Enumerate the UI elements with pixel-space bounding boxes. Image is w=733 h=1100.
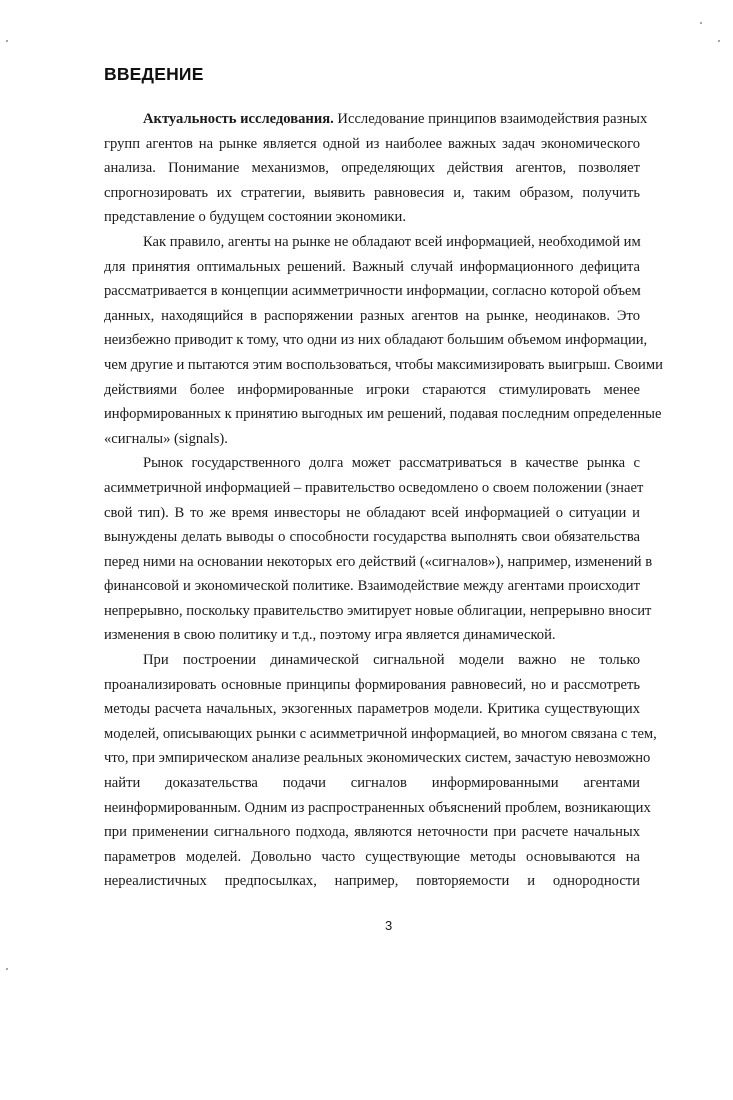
text-line xyxy=(104,722,657,747)
line-text: нереалистичных предпосылках, например, повторяемости и однородности xyxy=(104,873,640,890)
text-line xyxy=(104,132,640,157)
line-text: Исследование принципов взаимодействия разных xyxy=(333,111,648,127)
line-text: для принятия оптимальных решений. Важный случай информационного дефицита xyxy=(104,258,640,275)
scan-speck xyxy=(718,40,720,42)
line-text: найти доказательства подачи сигналов информированными агентами xyxy=(104,775,640,792)
text-line xyxy=(104,673,640,698)
line-text: групп агентов на рынке является одной из наиболее важных задач экономического xyxy=(104,135,640,152)
line-text: при применении сигнального подхода, являются неточности при расчете начальных xyxy=(104,824,640,841)
line-text: моделей, описывающих рынки с асимметричной информацией, во многом связана с тем, xyxy=(104,725,657,742)
line-text: неинформированным. Одним из распространенных объяснений проблем, возникающих xyxy=(104,799,651,816)
line-text: изменения в свою политику и т.д., поэтому игра является динамической. xyxy=(104,627,556,644)
text-line xyxy=(104,796,651,821)
paragraph xyxy=(104,451,653,648)
text-line xyxy=(104,402,662,427)
line-text: «сигналы» (signals). xyxy=(104,430,228,447)
text-line xyxy=(104,574,640,599)
text-line xyxy=(104,107,648,132)
line-text: параметров моделей. Довольно часто существующие методы основываются на xyxy=(104,848,640,865)
text-line xyxy=(104,451,640,476)
text-line xyxy=(104,353,663,378)
text-line xyxy=(104,697,640,722)
document-body xyxy=(104,107,663,894)
text-line xyxy=(104,328,648,353)
text-line xyxy=(104,230,640,255)
line-text: асимметричной информацией – правительство осведомлено о своем положении (знает xyxy=(104,479,644,496)
text-line xyxy=(104,205,640,230)
text-line xyxy=(104,255,640,280)
line-text: свой тип). В то же время инвесторы не обладают всей информацией о ситуации и xyxy=(104,504,640,521)
paragraph xyxy=(104,107,648,230)
line-text: вынуждены делать выводы о способности государства выполнять свои обязательства xyxy=(104,529,640,546)
text-line xyxy=(104,181,640,206)
text-line xyxy=(104,501,640,526)
scan-speck xyxy=(700,22,702,24)
line-text: Как правило, агенты на рынке не обладают всей информацией, необходимой им xyxy=(143,233,641,250)
paragraph xyxy=(104,648,657,894)
line-text: перед ними на основании некоторых его действий («сигналов»), например, изменений в xyxy=(104,553,653,570)
paragraph xyxy=(104,230,663,451)
text-line xyxy=(104,427,640,452)
line-text: что, при эмпирическом анализе реальных экономических систем, зачастую невозможно xyxy=(104,750,651,767)
line-text: финансовой и экономической политике. Взаимодействие между агентами происходит xyxy=(104,578,640,595)
text-line xyxy=(104,279,640,304)
text-line xyxy=(104,156,640,181)
line-text: действиями более информированные игроки стараются стимулировать менее xyxy=(104,381,640,398)
lead-phrase: Актуальность исследования. xyxy=(143,111,334,127)
scan-speck xyxy=(6,40,8,42)
text-line xyxy=(104,845,640,870)
line-text: проанализировать основные принципы формирования равновесий, но и рассмотреть xyxy=(104,676,640,693)
text-line xyxy=(104,869,640,894)
text-line xyxy=(104,623,640,648)
line-text: спрогнозировать их стратегии, выявить равновесия и, таким образом, получить xyxy=(104,184,640,201)
text-line xyxy=(104,820,640,845)
page-number: 3 xyxy=(385,918,393,933)
text-line xyxy=(104,648,640,673)
text-line xyxy=(104,304,640,329)
text-line xyxy=(104,550,653,575)
text-line xyxy=(104,378,640,403)
line-text: Рынок государственного долга может рассматриваться в качестве рынка с xyxy=(143,455,640,472)
page-heading: ВВЕДЕНИЕ xyxy=(104,64,204,84)
line-text: чем другие и пытаются этим воспользоваться, чтобы максимизировать выигрыш. Своими xyxy=(104,356,663,373)
text-line xyxy=(104,476,644,501)
line-text: рассматривается в концепции асимметричности информации, согласно которой объем xyxy=(104,283,641,300)
line-text: данных, находящийся в распоряжении разных агентов на рынке, неодинаков. Это xyxy=(104,307,640,324)
line-text: анализа. Понимание механизмов, определяющих действия агентов, позволяет xyxy=(104,160,640,177)
line-text: информированных к принятию выгодных им решений, подавая последним определенные xyxy=(104,406,662,423)
text-line xyxy=(104,525,640,550)
text-line xyxy=(104,771,640,796)
line-text: непрерывно, поскольку правительство эмитирует новые облигации, непрерывно вносит xyxy=(104,602,652,619)
text-line xyxy=(104,599,652,624)
text-line xyxy=(104,746,651,771)
line-text: неизбежно приводит к тому, что одни из них обладают большим объемом информации, xyxy=(104,332,648,349)
line-text: методы расчета начальных, экзогенных параметров модели. Критика существующих xyxy=(104,701,640,718)
line-text: представление о будущем состоянии экономики. xyxy=(104,209,406,226)
line-text: При построении динамической сигнальной модели важно не только xyxy=(143,652,640,669)
scan-speck xyxy=(6,968,8,970)
